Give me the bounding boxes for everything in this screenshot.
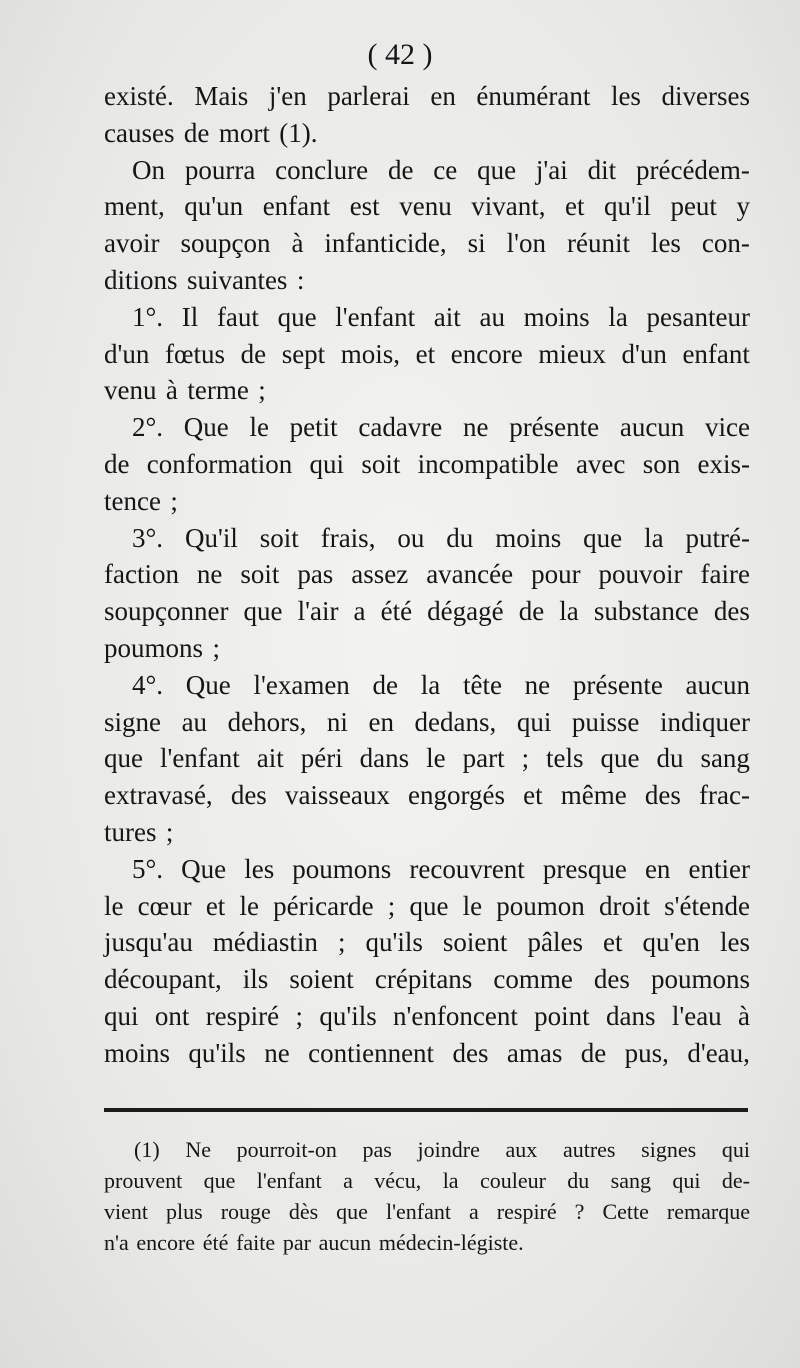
text-line: ment, qu'un enfant est venu vivant, et qu'il peut y: [104, 191, 750, 222]
text-line: 2°. Que le petit cadavre ne présente aucun vice: [132, 412, 750, 443]
footnote-line: prouvent que l'enfant a vécu, la couleur du sang qui de-: [104, 1168, 750, 1193]
text-line: qui ont respiré ; qu'ils n'enfoncent point dans l'eau à: [104, 1000, 750, 1031]
footnote-line: (1) Ne pourroit-on pas joindre aux autres signes qui: [134, 1137, 750, 1162]
text-line: tures ;: [104, 816, 174, 847]
text-line: jusqu'au médiastin ; qu'ils soient pâles et qu'en les: [104, 927, 750, 958]
text-line: d'un fœtus de sept mois, et encore mieux d'un enfant: [104, 338, 750, 369]
text-line: faction ne soit pas assez avancée pour pouvoir faire: [104, 559, 750, 590]
text-line: venu à terme ;: [104, 375, 266, 406]
text-line: découpant, ils soient crépitans comme des poumons: [104, 964, 750, 995]
text-line: causes de mort (1).: [104, 117, 318, 148]
body-text: [104, 78, 750, 1072]
text-line: 4°. Que l'examen de la tête ne présente aucun: [132, 669, 750, 700]
text-line: On pourra conclure de ce que j'ai dit précédem-: [132, 154, 750, 185]
footnote: [104, 1134, 750, 1258]
footnote-line: n'a encore été faite par aucun médecin-légiste.: [104, 1230, 524, 1255]
text-line: avoir soupçon à infanticide, si l'on réunit les con-: [104, 228, 750, 259]
footnote-separator-rule: [104, 1108, 748, 1112]
text-line: moins qu'ils ne contiennent des amas de pus, d'eau,: [104, 1037, 750, 1068]
text-line: 3°. Qu'il soit frais, ou du moins que la putré-: [132, 522, 750, 553]
text-line: existé. Mais j'en parlerai en énumérant les diverses: [104, 81, 750, 111]
text-line: le cœur et le péricarde ; que le poumon droit s'étende: [104, 890, 750, 921]
text-line: de conformation qui soit incompatible avec son exis-: [104, 448, 750, 479]
text-line: soupçonner que l'air a été dégagé de la substance des: [104, 596, 750, 627]
text-line: tence ;: [104, 485, 178, 516]
text-line: poumons ;: [104, 632, 220, 663]
text-line: que l'enfant ait péri dans le part ; tels que du sang: [104, 743, 750, 774]
text-line: 1°. Il faut que l'enfant ait au moins la pesanteur: [132, 301, 750, 332]
text-line: 5°. Que les poumons recouvrent presque en entier: [132, 853, 750, 884]
text-line: extravasé, des vaisseaux engorgés et même des frac-: [104, 780, 750, 811]
text-line: ditions suivantes :: [104, 264, 305, 295]
text-line: signe au dehors, ni en dedans, qui puisse indiquer: [104, 706, 750, 737]
footnote-line: vient plus rouge dès que l'enfant a respiré ? Cette remarque: [104, 1199, 750, 1224]
page-number: ( 42 ): [367, 38, 433, 71]
